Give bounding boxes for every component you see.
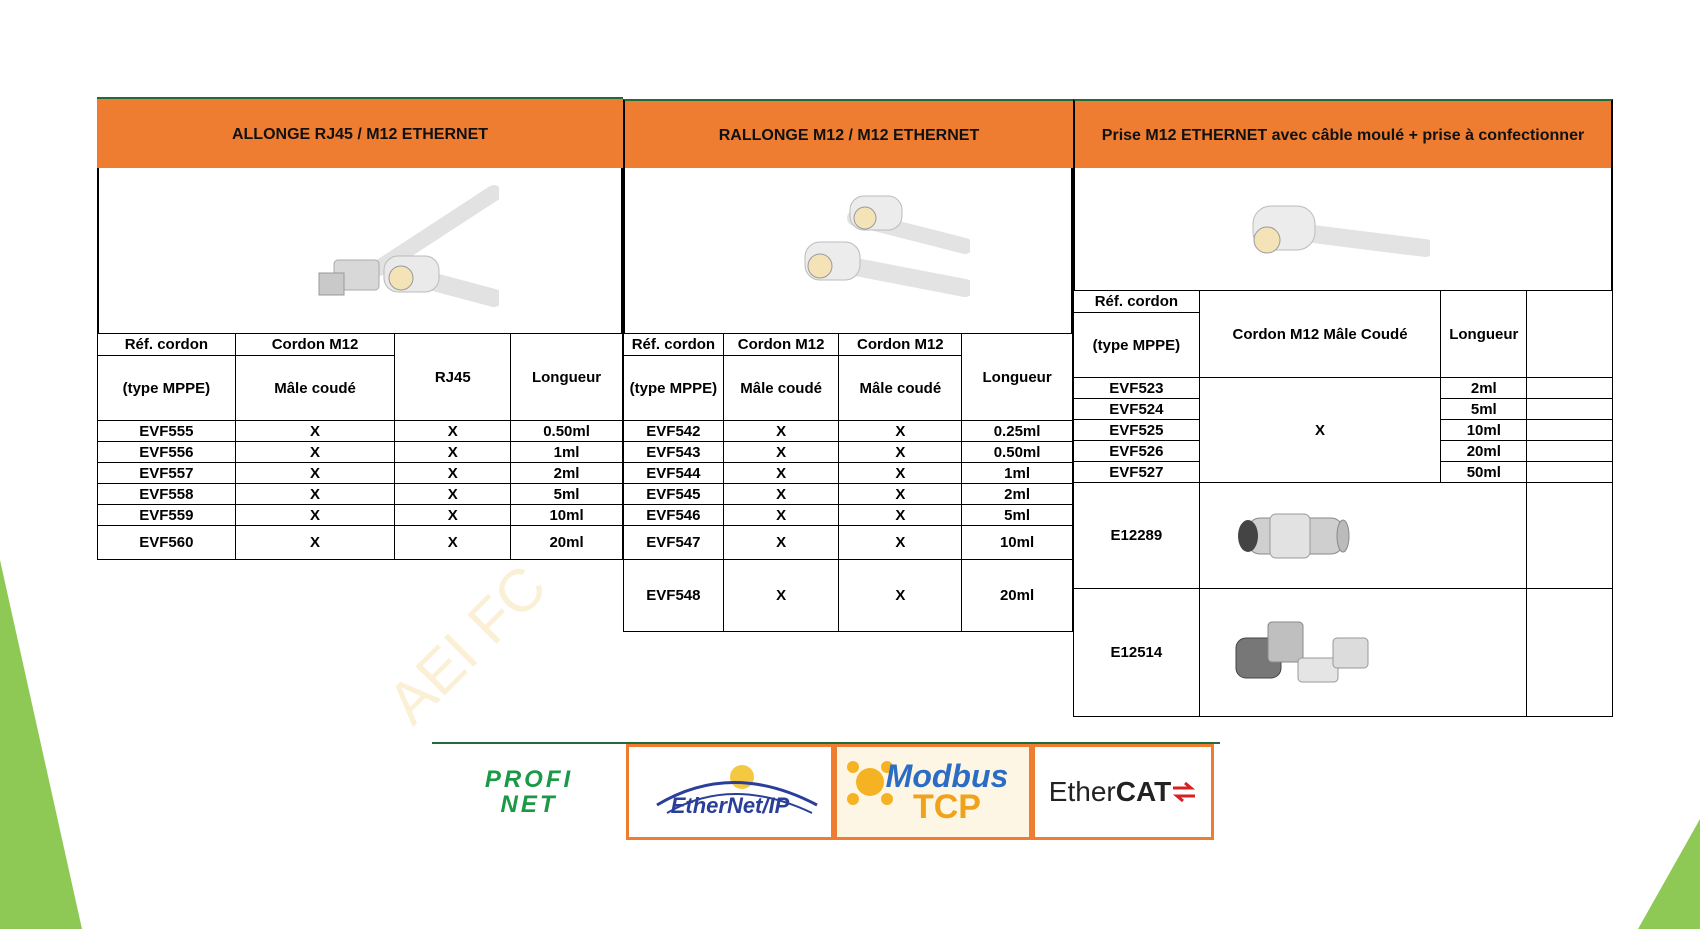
cell: X xyxy=(839,442,962,463)
table-row xyxy=(624,560,1073,632)
tcp-text: TCP xyxy=(912,788,981,827)
ethernet-ip-text: EtherNet/IP xyxy=(670,793,790,818)
table-row xyxy=(624,463,1073,484)
table-row xyxy=(624,421,1073,442)
table-row xyxy=(98,526,623,560)
profinet-line2: NET xyxy=(500,791,558,818)
table3-image-cell xyxy=(1073,168,1613,291)
cell xyxy=(1199,483,1527,589)
table3-header-ref-sub: (type MPPE) xyxy=(1074,313,1200,378)
table2-header-length: Longueur xyxy=(962,334,1073,421)
cell xyxy=(1527,441,1613,462)
cell: X xyxy=(723,560,839,632)
table-row xyxy=(1074,378,1613,399)
cell: EVF547 xyxy=(624,526,724,560)
cell: X xyxy=(235,505,395,526)
table3-header-empty xyxy=(1527,291,1613,378)
cell: EVF546 xyxy=(624,505,724,526)
cell: EVF543 xyxy=(624,442,724,463)
cell: 5ml xyxy=(1441,399,1527,420)
cell: 1ml xyxy=(962,463,1073,484)
protocol-logos xyxy=(432,742,1220,840)
cell: X xyxy=(395,463,511,484)
modbus-text: Modbus xyxy=(885,757,1009,794)
cell: X xyxy=(723,526,839,560)
table-row xyxy=(98,463,623,484)
cell: X xyxy=(723,421,839,442)
cell: EVF544 xyxy=(624,463,724,484)
table-row xyxy=(98,505,623,526)
table1 xyxy=(97,333,623,560)
cell: 0.25ml xyxy=(962,421,1073,442)
table-row xyxy=(624,484,1073,505)
watermark: AEI FC xyxy=(374,552,559,737)
cell: EVF526 xyxy=(1074,441,1200,462)
cell: EVF542 xyxy=(624,421,724,442)
cell: X xyxy=(235,463,395,484)
table2-header-m12b: Cordon M12 xyxy=(839,334,962,356)
table1-header-ref: Réf. cordon xyxy=(98,334,236,356)
cell xyxy=(1527,483,1613,589)
m12-field-connector-photo-icon xyxy=(1230,496,1360,576)
cell: X xyxy=(839,484,962,505)
profinet-line1: PROFI xyxy=(484,765,574,793)
ethercat-arrow-icon xyxy=(1171,782,1197,802)
cell: EVF557 xyxy=(98,463,236,484)
table-row xyxy=(98,421,623,442)
cell xyxy=(1527,589,1613,717)
cell xyxy=(1527,378,1613,399)
cell: X xyxy=(723,442,839,463)
table2-title: RALLONGE M12 / M12 ETHERNET xyxy=(623,99,1073,170)
green-triangle-left xyxy=(0,560,82,929)
cell: 0.50ml xyxy=(962,442,1073,463)
cell: EVF555 xyxy=(98,421,236,442)
ethercat-cat-text: CAT xyxy=(1115,776,1172,807)
cell: X xyxy=(235,484,395,505)
table-row xyxy=(624,505,1073,526)
cell xyxy=(1199,589,1527,717)
cell: E12514 xyxy=(1074,589,1200,717)
cell: 10ml xyxy=(1441,420,1527,441)
green-triangle-right xyxy=(1638,819,1700,929)
table2 xyxy=(623,333,1073,632)
cell: X xyxy=(839,560,962,632)
ethercat-ether-text: Ether xyxy=(1048,776,1116,807)
cell: EVF548 xyxy=(624,560,724,632)
cell: 5ml xyxy=(511,484,623,505)
cell: X xyxy=(839,421,962,442)
table3-header-ref: Réf. cordon xyxy=(1074,291,1200,313)
cell: E12289 xyxy=(1074,483,1200,589)
cell: 50ml xyxy=(1441,462,1527,483)
cell: X xyxy=(235,442,395,463)
cell: EVF558 xyxy=(98,484,236,505)
table3-header-length: Longueur xyxy=(1441,291,1527,378)
table3 xyxy=(1073,290,1613,717)
cell: 2ml xyxy=(511,463,623,484)
table1-header-length: Longueur xyxy=(511,334,623,421)
cell: X xyxy=(723,463,839,484)
cell: EVF556 xyxy=(98,442,236,463)
cell: EVF524 xyxy=(1074,399,1200,420)
rj45-m12-cable-photo-icon xyxy=(309,178,499,308)
cell: X xyxy=(395,526,511,560)
profinet-logo-icon xyxy=(432,744,626,840)
table2-image-cell xyxy=(623,168,1073,334)
cell: X xyxy=(395,442,511,463)
cell: X xyxy=(395,505,511,526)
table1-header-m12: Cordon M12 xyxy=(235,334,395,356)
cell: EVF560 xyxy=(98,526,236,560)
cell: X xyxy=(723,505,839,526)
cell: EVF527 xyxy=(1074,462,1200,483)
cell: 20ml xyxy=(962,560,1073,632)
cell: X xyxy=(235,421,395,442)
m12-m12-cable-photo-icon xyxy=(795,188,970,308)
table3-title: Prise M12 ETHERNET avec câble moulé + prise à confectionner xyxy=(1073,99,1613,170)
cell: EVF525 xyxy=(1074,420,1200,441)
rj45-field-connectors-photo-icon xyxy=(1228,608,1378,698)
table1-header-ref-sub: (type MPPE) xyxy=(98,356,236,421)
cell: X xyxy=(839,505,962,526)
table1-header-m12-sub: Mâle coudé xyxy=(235,356,395,421)
table3-header-cord: Cordon M12 Mâle Coudé xyxy=(1199,291,1441,378)
cell: 10ml xyxy=(511,505,623,526)
cell: 2ml xyxy=(1441,378,1527,399)
cell: 0.50ml xyxy=(511,421,623,442)
table2-header-m12a-sub: Mâle coudé xyxy=(723,356,839,421)
cell: 2ml xyxy=(962,484,1073,505)
cell: X xyxy=(839,526,962,560)
cell: 20ml xyxy=(511,526,623,560)
cell: X xyxy=(839,463,962,484)
table2-header-ref: Réf. cordon xyxy=(624,334,724,356)
cell xyxy=(1527,462,1613,483)
ethernet-ip-logo-icon xyxy=(626,744,834,840)
cell: X xyxy=(395,421,511,442)
cell: X xyxy=(235,526,395,560)
table-row xyxy=(98,442,623,463)
table-row xyxy=(1074,483,1613,589)
cell: 1ml xyxy=(511,442,623,463)
table1-header-rj45: RJ45 xyxy=(395,334,511,421)
cell: EVF545 xyxy=(624,484,724,505)
cell: 20ml xyxy=(1441,441,1527,462)
cell: EVF559 xyxy=(98,505,236,526)
table-row xyxy=(1074,589,1613,717)
modbus-tcp-logo-icon xyxy=(834,744,1032,840)
cell: EVF523 xyxy=(1074,378,1200,399)
cell: 5ml xyxy=(962,505,1073,526)
ethercat-logo-icon xyxy=(1032,744,1214,840)
table1-image-cell xyxy=(97,168,623,334)
table3-mark: X xyxy=(1199,378,1441,483)
table-row xyxy=(624,442,1073,463)
cell: 10ml xyxy=(962,526,1073,560)
cell xyxy=(1527,420,1613,441)
cell: X xyxy=(395,484,511,505)
table2-header-ref-sub: (type MPPE) xyxy=(624,356,724,421)
m12-molded-plug-photo-icon xyxy=(1245,198,1430,268)
cell xyxy=(1527,399,1613,420)
table1-title: ALLONGE RJ45 / M12 ETHERNET xyxy=(97,97,623,170)
table-row xyxy=(624,526,1073,560)
table2-header-m12b-sub: Mâle coudé xyxy=(839,356,962,421)
table2-header-m12a: Cordon M12 xyxy=(723,334,839,356)
table-row xyxy=(98,484,623,505)
cell: X xyxy=(723,484,839,505)
